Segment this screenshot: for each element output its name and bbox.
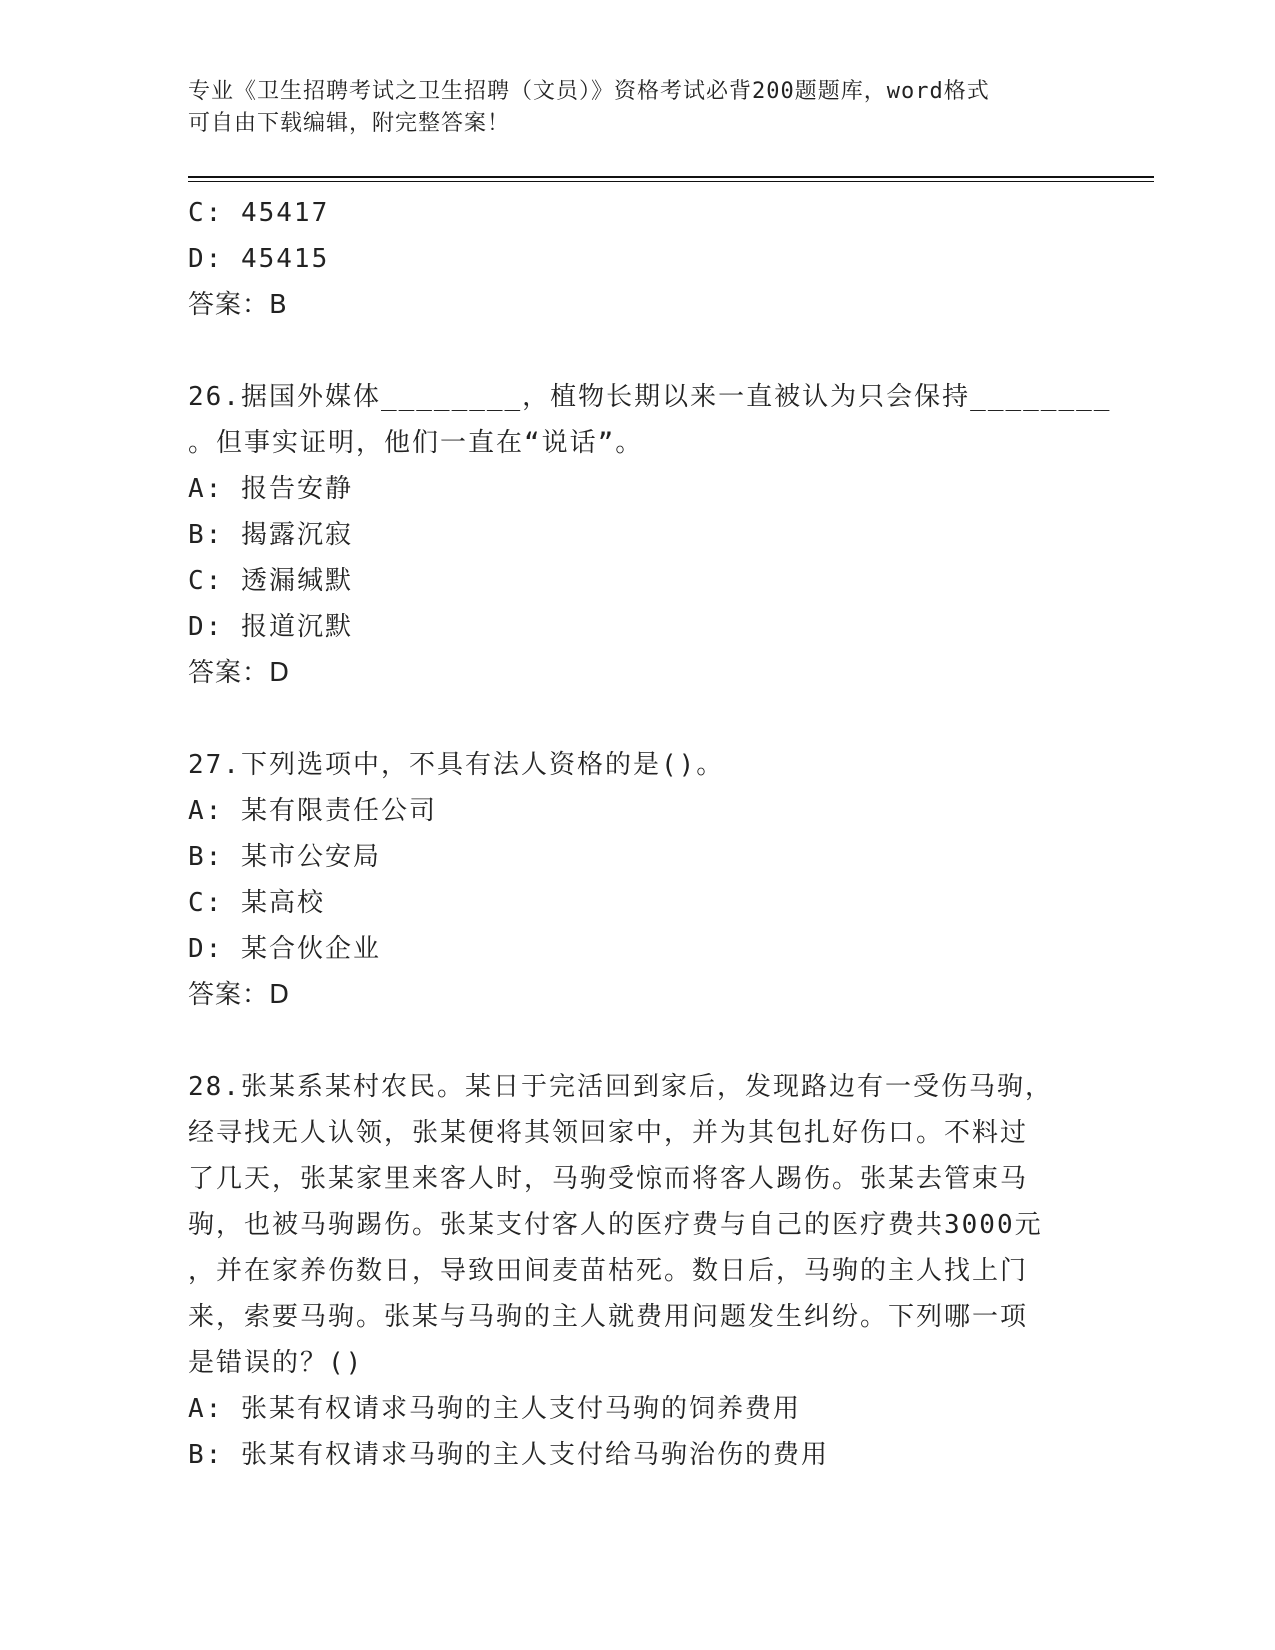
option-b: B: 某市公安局 bbox=[188, 842, 381, 872]
option-d: D: 45415 bbox=[188, 244, 330, 274]
question-stem-line: 驹，也被马驹踢伤。张某支付客人的医疗费与自己的医疗费共3000元 bbox=[188, 1210, 1043, 1240]
option-c: C: 透漏缄默 bbox=[188, 566, 353, 596]
question-stem-line: 了几天，张某家里来客人时，马驹受惊而将客人踢伤。张某去管束马 bbox=[188, 1164, 1029, 1194]
spacer bbox=[188, 328, 1088, 374]
answer-line: 答案：B bbox=[188, 290, 288, 320]
question-27 bbox=[188, 742, 1088, 1018]
question-stem: 27.下列选项中，不具有法人资格的是()。 bbox=[188, 750, 725, 780]
question-26 bbox=[188, 374, 1112, 696]
document-body bbox=[188, 190, 1112, 1478]
document-header bbox=[188, 76, 1078, 140]
answer-line: 答案：D bbox=[188, 658, 291, 688]
option-d: D: 报道沉默 bbox=[188, 612, 353, 642]
header-title-line-2: 可自由下载编辑，附完整答案！ bbox=[188, 111, 511, 136]
option-d: D: 某合伙企业 bbox=[188, 934, 381, 964]
option-c: C: 45417 bbox=[188, 198, 330, 228]
header-divider-thick bbox=[188, 176, 1154, 178]
question-stem-line: 经寻找无人认领，张某便将其领回家中，并为其包扎好伤口。不料过 bbox=[188, 1118, 1029, 1148]
answer-line: 答案：D bbox=[188, 980, 291, 1010]
question-28 bbox=[188, 1064, 1088, 1478]
option-b: B: 揭露沉寂 bbox=[188, 520, 353, 550]
question-stem-line: 28.张某系某村农民。某日于完活回到家后，发现路边有一受伤马驹， bbox=[188, 1072, 1053, 1102]
option-a: A: 张某有权请求马驹的主人支付马驹的饲养费用 bbox=[188, 1394, 801, 1424]
option-a: A: 某有限责任公司 bbox=[188, 796, 437, 826]
question-stem-line: ，并在家养伤数日，导致田间麦苗枯死。数日后，马驹的主人找上门 bbox=[188, 1256, 1029, 1286]
spacer bbox=[188, 696, 1088, 742]
question-stem: 26.据国外媒体________，植物长期以来一直被认为只会保持________ bbox=[188, 382, 1112, 412]
header-divider-thin bbox=[188, 181, 1154, 182]
option-b: B: 张某有权请求马驹的主人支付给马驹治伤的费用 bbox=[188, 1440, 829, 1470]
option-a: A: 报告安静 bbox=[188, 474, 353, 504]
header-title-line-1: 专业《卫生招聘考试之卫生招聘（文员）》资格考试必背200题题库，word格式 bbox=[188, 79, 990, 104]
question-stem-line: 来，索要马驹。张某与马驹的主人就费用问题发生纠纷。下列哪一项 bbox=[188, 1302, 1029, 1332]
question-25 bbox=[188, 190, 1088, 328]
option-c: C: 某高校 bbox=[188, 888, 325, 918]
spacer bbox=[188, 1018, 1088, 1064]
question-stem-line: 是错误的？() bbox=[188, 1348, 364, 1378]
question-stem-continued: 。但事实证明，他们一直在“说话”。 bbox=[188, 428, 644, 458]
